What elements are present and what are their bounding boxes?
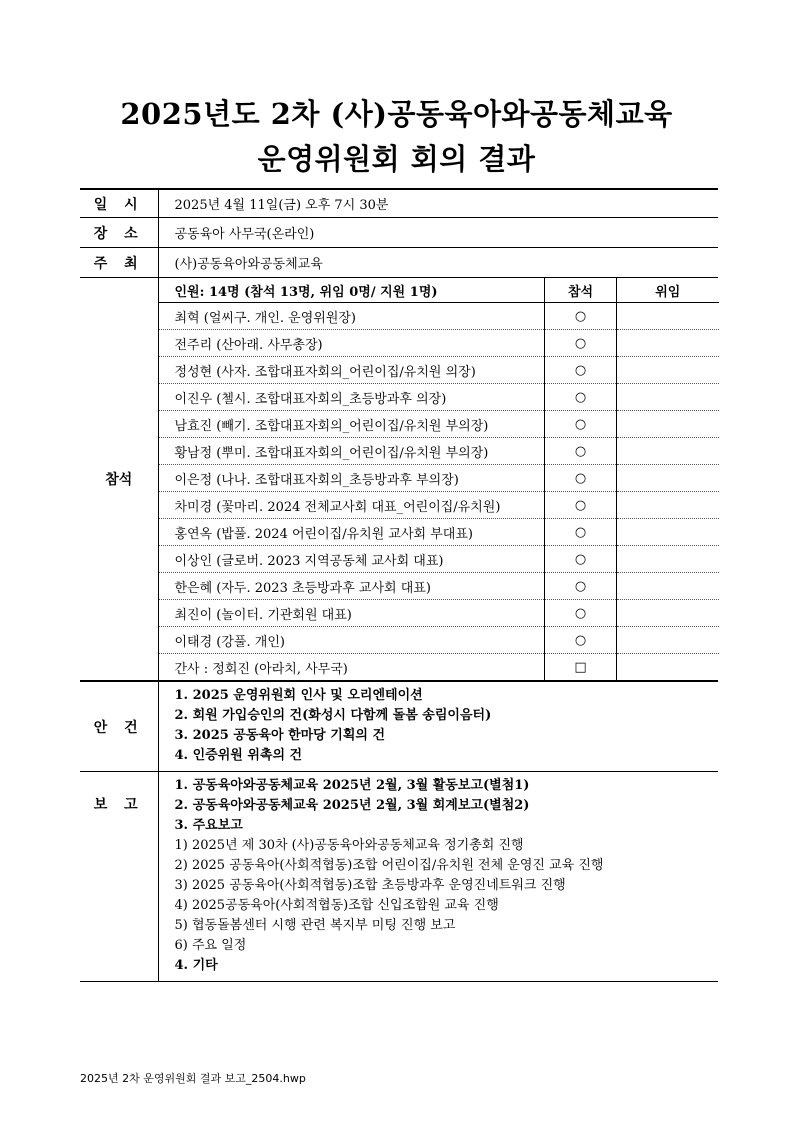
attendee-row bbox=[159, 654, 719, 681]
date-value: 2025년 4월 11일(금) 오후 7시 30분 bbox=[158, 189, 718, 218]
attendee-row bbox=[159, 357, 719, 384]
attendee-name: 차미경 (꽃마리. 2024 전체교사회 대표_어린이집/유치원) bbox=[159, 492, 545, 519]
report-row bbox=[80, 772, 718, 982]
report-sub-item: 1) 2025년 제 30차 (사)공동육아와공동체교육 정기총회 진행 bbox=[174, 838, 524, 853]
place-value: 공동육아 사무국(온라인) bbox=[158, 218, 718, 248]
agenda-item: 2. 회원 가입승인의 건(화성시 다함께 돌봄 송림이음터) bbox=[174, 708, 492, 723]
proxy-mark bbox=[617, 465, 719, 492]
proxy-mark bbox=[617, 411, 719, 438]
report-sub-item: 2) 2025 공동육아(사회적협동)조합 어린이집/유치원 전체 운영진 교육 진행 bbox=[174, 858, 604, 873]
attendance-table bbox=[159, 278, 719, 680]
attendee-row bbox=[159, 492, 719, 519]
attendee-row bbox=[159, 330, 719, 357]
attendance-mark: ○ bbox=[545, 330, 617, 357]
host-label: 주 최 bbox=[80, 248, 158, 278]
proxy-mark bbox=[617, 546, 719, 573]
document-title-line1: 2025년도 2차 (사)공동육아와공동체교육 bbox=[120, 97, 673, 131]
agenda-item: 4. 인증위원 위촉의 건 bbox=[174, 748, 303, 763]
attendance-mark: ○ bbox=[545, 600, 617, 627]
document-title-line2: 운영위원회 회의 결과 bbox=[257, 142, 536, 176]
attendance-mark: □ bbox=[545, 654, 617, 681]
attendance-mark: ○ bbox=[545, 492, 617, 519]
attendance-label: 참석 bbox=[80, 278, 158, 682]
attendance-row bbox=[80, 278, 718, 682]
agenda-list bbox=[158, 681, 718, 772]
agenda-row bbox=[80, 681, 718, 772]
attendee-name: 남효진 (빼기. 조합대표자회의_어린이집/유치원 부의장) bbox=[159, 411, 545, 438]
attendee-row bbox=[159, 627, 719, 654]
attendance-mark: ○ bbox=[545, 519, 617, 546]
attendance-mark: ○ bbox=[545, 546, 617, 573]
column-header-attend: 참석 bbox=[545, 278, 617, 303]
report-sub-item: 3) 2025 공동육아(사회적협동)조합 초등방과후 운영진네트워크 진행 bbox=[174, 878, 566, 893]
attendee-row bbox=[159, 465, 719, 492]
attendee-name: 황남정 (뿌미. 조합대표자회의_어린이집/유치원 부의장) bbox=[159, 438, 545, 465]
attendee-row bbox=[159, 303, 719, 330]
report-item: 3. 주요보고 bbox=[174, 818, 243, 833]
report-item: 4. 기타 bbox=[174, 958, 218, 973]
attendance-mark: ○ bbox=[545, 627, 617, 654]
attendee-name: 전주리 (산아래. 사무총장) bbox=[159, 330, 545, 357]
proxy-mark bbox=[617, 654, 719, 681]
proxy-mark bbox=[617, 519, 719, 546]
date-row bbox=[80, 189, 718, 218]
file-name-footer: 2025년 2차 운영위원회 결과 보고_2504.hwp bbox=[80, 1072, 306, 1085]
attendee-name: 최진이 (놀이터. 기관회원 대표) bbox=[159, 600, 545, 627]
proxy-mark bbox=[617, 384, 719, 411]
attendee-name: 한은혜 (자두. 2023 초등방과후 교사회 대표) bbox=[159, 573, 545, 600]
report-sub-item: 6) 주요 일정 bbox=[174, 938, 247, 953]
agenda-label: 안 건 bbox=[80, 681, 158, 772]
column-header-proxy: 위임 bbox=[617, 278, 719, 303]
attendance-mark: ○ bbox=[545, 303, 617, 330]
report-sub-item: 5) 협동돌봄센터 시행 관련 복지부 미팅 진행 보고 bbox=[174, 918, 456, 933]
attendance-mark: ○ bbox=[545, 438, 617, 465]
attendance-cell bbox=[158, 278, 718, 682]
attendee-row bbox=[159, 600, 719, 627]
attendee-name: 간사 : 정회진 (아라치, 사무국) bbox=[174, 661, 348, 677]
date-label: 일 시 bbox=[80, 189, 158, 218]
attendee-name: 정성현 (사자. 조합대표자회의_어린이집/유치원 의장) bbox=[159, 357, 545, 384]
attendee-row bbox=[159, 384, 719, 411]
proxy-mark bbox=[617, 492, 719, 519]
attendance-summary: 인원: 14명 (참석 13명, 위임 0명/ 지원 1명) bbox=[159, 278, 545, 303]
report-item: 2. 공동육아와공동체교육 2025년 2월, 3월 회계보고(별첨2) bbox=[174, 798, 530, 813]
host-row bbox=[80, 248, 718, 278]
attendee-row bbox=[159, 546, 719, 573]
attendance-mark: ○ bbox=[545, 465, 617, 492]
attendee-name: 최혁 (얼씨구. 개인. 운영위원장) bbox=[159, 303, 545, 330]
attendee-row bbox=[159, 519, 719, 546]
attendee-name: 이상인 (글로버. 2023 지역공동체 교사회 대표) bbox=[159, 546, 545, 573]
attendance-header bbox=[159, 278, 719, 303]
proxy-mark bbox=[617, 330, 719, 357]
attendee-row bbox=[159, 438, 719, 465]
proxy-mark bbox=[617, 573, 719, 600]
attendee-name: 이은정 (나나. 조합대표자회의_초등방과후 부의장) bbox=[159, 465, 545, 492]
report-list bbox=[158, 772, 718, 982]
agenda-item: 3. 2025 공동육아 한마당 기획의 건 bbox=[174, 728, 386, 743]
report-label: 보 고 bbox=[80, 772, 158, 982]
proxy-mark bbox=[617, 627, 719, 654]
place-row bbox=[80, 218, 718, 248]
attendee-name: 이진우 (첼시. 조합대표자회의_초등방과후 의장) bbox=[159, 384, 545, 411]
attendee-row bbox=[159, 573, 719, 600]
report-item: 1. 공동육아와공동체교육 2025년 2월, 3월 활동보고(별첨1) bbox=[174, 778, 530, 793]
attendance-mark: ○ bbox=[545, 573, 617, 600]
proxy-mark bbox=[617, 357, 719, 384]
meeting-result-table bbox=[80, 188, 718, 982]
place-label: 장 소 bbox=[80, 218, 158, 248]
attendance-mark: ○ bbox=[545, 357, 617, 384]
proxy-mark bbox=[617, 600, 719, 627]
proxy-mark bbox=[617, 303, 719, 330]
host-value: (사)공동육아와공동체교육 bbox=[158, 248, 718, 278]
attendance-mark: ○ bbox=[545, 384, 617, 411]
attendee-row bbox=[159, 411, 719, 438]
attendee-name: 이태경 (강풀. 개인) bbox=[159, 627, 545, 654]
attendance-mark: ○ bbox=[545, 411, 617, 438]
proxy-mark bbox=[617, 438, 719, 465]
report-sub-item: 4) 2025공동육아(사회적협동)조합 신입조합원 교육 진행 bbox=[174, 898, 499, 913]
attendee-name: 홍연옥 (밥풀. 2024 어린이집/유치원 교사회 부대표) bbox=[159, 519, 545, 546]
agenda-item: 1. 2025 운영위원회 인사 및 오리엔테이션 bbox=[174, 688, 423, 703]
